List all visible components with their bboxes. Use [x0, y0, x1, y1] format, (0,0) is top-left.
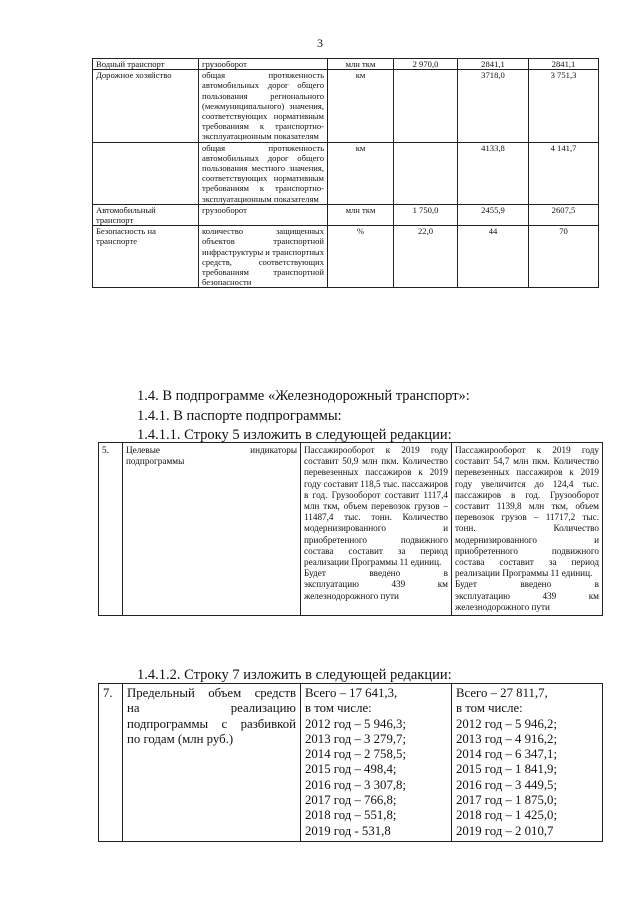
- new-text: Пассажирооборот к 2019 году составит 54,7 млн пкм. Количество перевезенных пассажиров к 2019 году увеличится до 124,4 тыс. пассажиров в год. Грузооборот составит 1139,8 млн ткм, объем перевозок грузов – 11717,2 тыс. тонн. Количество модернизированного и приобретенного подвижного состава составит за период реализации Программы 11 единиц.: [455, 445, 599, 579]
- row-number: 5.: [99, 443, 123, 616]
- row-name-line: по годам (млн руб.): [127, 731, 234, 746]
- text-word: подпрограммы: [127, 716, 209, 731]
- value-1-cell: 1 750,0: [394, 204, 458, 225]
- section-heading-1-4: 1.4. В подпрограмме «Железнодорожный транспорт»:: [137, 388, 470, 404]
- table-row: [93, 70, 599, 142]
- old-text-line: [304, 568, 448, 579]
- row-name-cell: Автомобильный транспорт: [93, 204, 199, 225]
- funding-line: 2014 год – 6 347,1;: [456, 747, 558, 762]
- value-2-cell: 3718,0: [458, 70, 529, 142]
- text-word: 439: [542, 590, 557, 601]
- section-heading-1-4-1-1: 1.4.1.1. Строку 5 изложить в следующей редакции:: [137, 427, 452, 443]
- row-name-cell: [93, 142, 199, 204]
- old-text-end: железнодорожного пути: [304, 590, 399, 601]
- old-text: Пассажирооборот к 2019 году составит 50,9 млн пкм. Количество перевезенных пассажиров к 2019 году составит 118,5 тыс. пассажиров в год. Грузооборот составит 1117,4 млн ткм, объем перевозок грузов – 11487,4 тыс. тонн. Количество модернизированного и приобретенного подвижного состава составит за период реализации Программы 11 единиц.: [304, 445, 448, 568]
- funding-line: 2017 год – 1 875,0;: [456, 793, 558, 808]
- funding-line: 2012 год – 5 946,3;: [305, 716, 407, 731]
- indicators-table-body: [93, 59, 599, 288]
- indicator-cell: общая протяженность автомобильных дорог общего пользования местного значения, соответствующих нормативным требованиям к транспортно-эксплуатационным показателям: [199, 142, 328, 204]
- section-heading-1-4-1-2: 1.4.1.2. Строку 7 изложить в следующей редакции:: [137, 667, 452, 683]
- row-name-cell: Дорожное хозяйство: [93, 70, 199, 142]
- value-3-cell: 2841,1: [529, 59, 599, 70]
- indicator-cell: количество защищенных объектов транспортной инфраструктуры и транспортных средств, соответствующих требованиям транспортной безопасности: [199, 226, 328, 288]
- row-name-word: подпрограммы: [126, 456, 185, 467]
- row-name-word: Целевые: [126, 445, 160, 455]
- table-row: [93, 59, 599, 70]
- row-name-cell: Водный транспорт: [93, 59, 199, 70]
- funding-line: 2018 год – 1 425,0;: [456, 808, 558, 823]
- funding-line: 2016 год – 3 449,5;: [456, 777, 558, 792]
- funding-line: 2016 год – 3 307,8;: [305, 777, 407, 792]
- text-word: эксплуатацию: [304, 579, 359, 590]
- section-heading-1-4-1: 1.4.1. В паспорте подпрограммы:: [137, 408, 342, 424]
- row-name-line: [127, 686, 296, 701]
- new-text-end: железнодорожного пути: [455, 601, 550, 612]
- value-1-cell: 2 970,0: [394, 59, 458, 70]
- text-word: в: [443, 568, 448, 579]
- value-3-cell: 3 751,3: [529, 70, 599, 142]
- funding-line: 2015 год – 498,4;: [305, 762, 397, 777]
- indicators-table: [92, 58, 599, 288]
- text-word: 439: [391, 579, 406, 590]
- row-name-cell: Безопасность на транспорте: [93, 226, 199, 288]
- unit-cell: %: [328, 226, 394, 288]
- value-3-cell: 2607,5: [529, 204, 599, 225]
- new-funding-cell: [452, 684, 603, 842]
- unit-cell: млн ткм: [328, 204, 394, 225]
- funding-line: 2013 год – 4 916,2;: [456, 731, 558, 746]
- funding-line: в том числе:: [305, 701, 372, 716]
- funding-line: 2013 год – 3 279,7;: [305, 731, 407, 746]
- old-funding-cell: [301, 684, 452, 842]
- text-word: объем: [208, 686, 242, 700]
- funding-line: 2019 год – 2 010,7: [456, 823, 554, 838]
- funding-line: 2017 год – 766,8;: [305, 793, 397, 808]
- indicator-cell: общая протяженность автомобильных дорог общего пользования регионального (межмуниципального) значения, соответствующих нормативным требованиям к транспортно-эксплуатационным показателям: [199, 70, 328, 142]
- row-name-line: [127, 717, 296, 732]
- value-1-cell: 22,0: [394, 226, 458, 288]
- row-name-cell: [123, 684, 301, 842]
- funding-line: 2012 год – 5 946,2;: [456, 716, 558, 731]
- row5-table: [98, 442, 603, 616]
- funding-line: Всего – 17 641,3,: [305, 686, 398, 700]
- text-word: Будет: [455, 579, 477, 590]
- value-1-cell: [394, 142, 458, 204]
- funding-line: 2015 год – 1 841,9;: [456, 762, 558, 777]
- value-3-cell: 4 141,7: [529, 142, 599, 204]
- table-row: [99, 684, 603, 842]
- text-word: км: [437, 579, 448, 590]
- new-text-line: [455, 579, 599, 590]
- text-word: реализацию: [230, 701, 296, 716]
- text-word: в: [594, 579, 599, 590]
- text-word: Будет: [304, 568, 326, 579]
- text-word: введено: [369, 568, 401, 579]
- old-text-line: [304, 579, 448, 590]
- funding-line: 2019 год - 531,8: [305, 823, 391, 838]
- row-name-cell: [123, 443, 301, 616]
- value-1-cell: [394, 70, 458, 142]
- text-word: с: [221, 716, 228, 731]
- funding-line: 2014 год – 2 758,5;: [305, 747, 407, 762]
- funding-line: 2018 год – 551,8;: [305, 808, 397, 823]
- table-row: [99, 443, 603, 616]
- text-word: введено: [520, 579, 552, 590]
- indicator-cell: грузооборот: [199, 59, 328, 70]
- row-name-line: [127, 701, 296, 716]
- indicator-cell: грузооборот: [199, 204, 328, 225]
- text-word: км: [588, 590, 599, 601]
- new-text-line: [455, 591, 599, 602]
- value-2-cell: 44: [458, 226, 529, 288]
- new-text-cell: [452, 443, 603, 616]
- value-2-cell: 4133,8: [458, 142, 529, 204]
- old-text-cell: [301, 443, 452, 616]
- page-number: 3: [317, 36, 323, 50]
- text-word: средств: [254, 686, 296, 700]
- row-name-word: индикаторы: [250, 445, 297, 455]
- table-row: [93, 142, 599, 204]
- value-2-cell: 2455,9: [458, 204, 529, 225]
- unit-cell: км: [328, 70, 394, 142]
- unit-cell: км: [328, 142, 394, 204]
- row7-table: [98, 683, 603, 842]
- table-row: [93, 204, 599, 225]
- unit-cell: млн ткм: [328, 59, 394, 70]
- text-word: на: [127, 701, 140, 716]
- funding-line: в том числе:: [456, 701, 523, 716]
- text-word: Предельный: [127, 686, 195, 700]
- row-number: 7.: [99, 684, 123, 842]
- value-3-cell: 70: [529, 226, 599, 288]
- funding-line: Всего – 27 811,7,: [456, 686, 548, 700]
- text-word: разбивкой: [240, 716, 296, 731]
- text-word: эксплуатацию: [455, 590, 510, 601]
- value-2-cell: 2841,1: [458, 59, 529, 70]
- table-row: [93, 226, 599, 288]
